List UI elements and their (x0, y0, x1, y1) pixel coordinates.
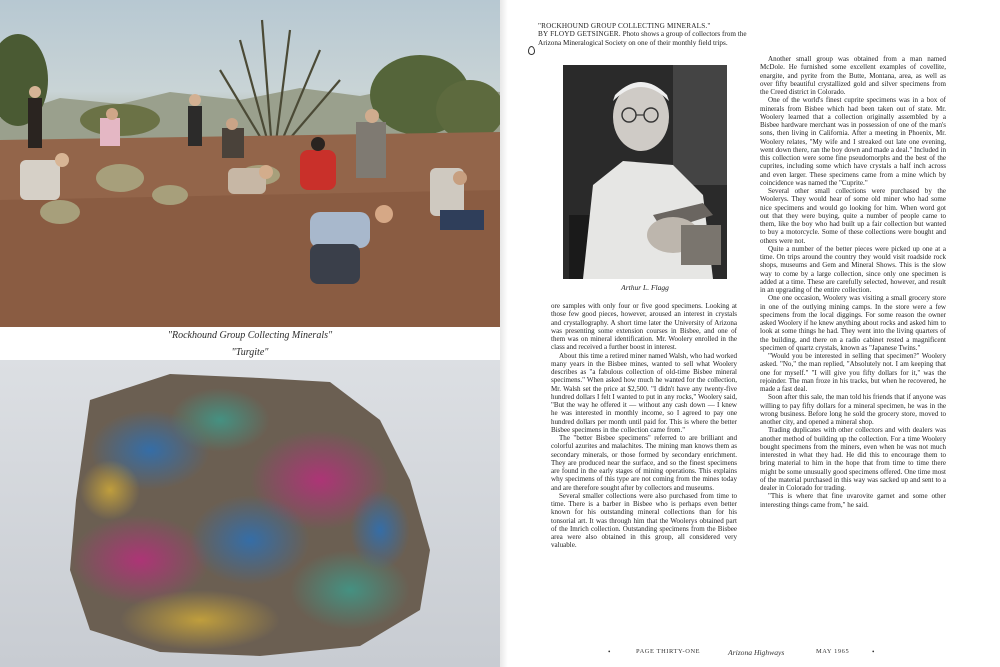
page-footer (560, 648, 950, 660)
portrait-caption: Arthur L. Flagg (621, 283, 669, 292)
footer-magazine-title: Arizona Highways (728, 648, 785, 657)
caption-marker-icon (528, 46, 535, 55)
column-2-paragraph: Soon after this sale, the man told his friends that if anyone was willing to pay fifty dollars for a mineral specimen, he was in the wrong business. Before long he sold the grocery store, moved to another city, and opened a mineral shop. (760, 393, 946, 426)
turgite-specimen-illustration (0, 360, 500, 667)
rockhound-scene-illustration (0, 0, 500, 327)
column-2-paragraph: Another small group was obtained from a man named McDole. He furnished some excellent examples of covellite, enargite, and pyrite from the Butte, Montana, area, as well as over fifty beautiful crystallized gold and silver specimens from the Creed district in Colorado. (760, 55, 946, 96)
page-gutter (500, 0, 508, 667)
photo-caption-block (538, 22, 750, 47)
portrait-photo (563, 65, 727, 279)
column-2-paragraph: Quite a number of the better pieces were picked up one at a time. On trips around the country they would visit roadside rock shops, museums and Gem and Mineral Shows. This is the slow way to come by a large collection, since only one specimen is added at a time. These are carefully selected, however, and result in an upgrading of the entire collection. (760, 244, 946, 294)
article-column-1 (551, 302, 737, 634)
photo-caption-title: "ROCKHOUND GROUP COLLECTING MINERALS." (538, 22, 711, 30)
column-2-paragraph: "This is where that fine uvarovite garnet and some other interesting things came from," he said. (760, 492, 946, 509)
column-2-paragraph: Trading duplicates with other collectors and with dealers was another method of building up the collection. For a time Woolery bought specimens from the miners, even when he was not much interested in what they had. He did this to encourage them to bring material to him in the hope that from time to time there might be some unusually good specimens offered. One time most of the material purchased in this way was sacked up and sent to a dealer in Colorado for trading. (760, 426, 946, 492)
rockhound-group-photo (0, 0, 500, 327)
turgite-photo-caption: "Turgite" (231, 347, 269, 358)
footer-bullet-right: • (872, 648, 875, 656)
photo-caption-byline: BY FLOYD GETSINGER. (538, 30, 621, 39)
article-column-2 (760, 55, 946, 647)
turgite-mineral-photo (0, 360, 500, 667)
column-2-paragraph: Several other small collections were purchased by the Woolerys. They would hear of some old miner who had some nice specimens and would go looking for him. When word got out that they were buying, quite a number of people came to them, like the boy who had built up a fair collection but wanted to buy a motorcycle. Some of these collections were bought and others were not. (760, 187, 946, 245)
column-1-paragraph: About this time a retired miner named Walsh, who had worked many years in the Bisbee mines, wanted to sell what Woolery describes as "a fabulous collection of old-time Bisbee mineral specimens." When asked how much he wanted for the collection, Mr. Walsh set the price at $2,500. "I didn't have any twenty-five hundred dollars I felt I wanted to put in any rocks," Woolery said, "But the way he offered it — without any cash down — I knew he was interested in monthly income, so I agreed to pay one hundred dollars per month until paid for. This is where the better Bisbee specimens in the collection came from." (551, 351, 737, 434)
footer-bullet-left: • (608, 648, 611, 656)
column-2-paragraph: One one occasion, Woolery was visiting a small grocery store in one of the outlying mining camps. In the store were a few specimens from the local diggings. For some reason the owner asked Woolery if he knew anything about rocks and asked him to look at some things he had. They went into the living quarters of the building, and there on a radio cabinet rested a magnificent specimen of quartz crystals, known as "Japanese Twins." (760, 294, 946, 352)
column-2-paragraph: One of the world's finest cuprite specimens was in a box of minerals from Bisbee which had been taken out of state. Mr. Woolery learned that a collection originally assembled by a Bisbee hardware merchant was in possession of one of the man's sons, then living in California. After a meeting in Phoenix, Mr. Woolery relates, "My wife and I streaked out late one evening, went down there, ran the boy down and made a deal." Included in this collection were some fine pseudomorphs and the best of the cuprites, including some which have crystals a half inch across and even larger. These specimens came from a mine which by coincidence was named the "Cuprite." (760, 96, 946, 187)
footer-page-number: PAGE THIRTY-ONE (636, 648, 701, 655)
rockhound-photo-caption: "Rockhound Group Collecting Minerals" (167, 330, 333, 341)
photo-caption-text: Photo shows a group of collectors from the Arizona Mineralogical Society on one of their monthly field trips. (538, 30, 747, 47)
column-2-paragraph: "Would you be interested in selling that specimen?" Woolery asked. "No," the man replied, "Absolutely not. I am keeping that one for myself." "I will give you fifty dollars for it," was the rejoinder. The man froze in his tracks, but when he recovered, he made a fast deal. (760, 352, 946, 393)
footer-issue-date: MAY 1965 (816, 648, 850, 655)
column-1-paragraph: Several smaller collections were also purchased from time to time. There is a barber in Bisbee who is perhaps even better known for his outstanding mineral collections than for his tonsorial art. It was through him that the Woolerys obtained part of the Imrich collection. Outstanding specimens from the Bisbee area were also obtained in this group, all considered very valuable. (551, 491, 737, 550)
column-1-paragraph: The "better Bisbee specimens" referred to are brilliant and colorful azurites and malachites. The mining man knows them as secondary minerals, or those formed by secondary enrichment. They are produced near the surface, and so the finest specimens are found in the early stages of mining operations. This explains why specimens of this type are not coming from the mines today and are therefore sought after by collectors and museums. (551, 434, 737, 492)
column-1-paragraph: ore samples with only four or five good specimens. Looking at those few good pieces, however, aroused an interest in crystals and crystallography. A short time later the University of Arizona was presenting some extension courses in Bisbee, and one of them was on mineral identification. Mr. Woolery enrolled in the class and received a further boost in interest. (551, 302, 737, 352)
portrait-illustration (563, 65, 727, 279)
